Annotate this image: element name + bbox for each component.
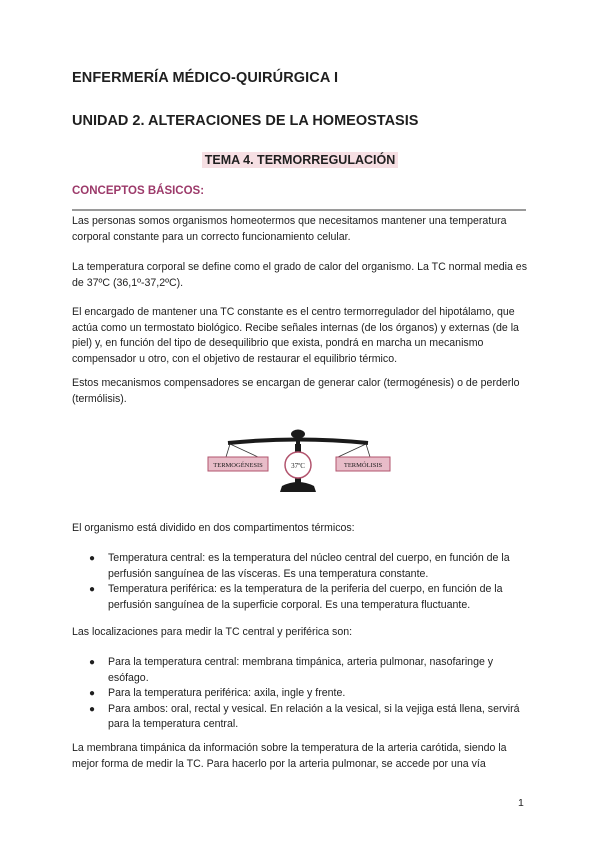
scale-left-label: TERMOGÉNESIS bbox=[213, 462, 263, 469]
paragraph-tympanic: La membrana timpánica da información sobre la temperatura de la arteria carótida, siendo la mejor forma de medir la TC. Para hacerlo por la arteria pulmonar, se accede por una vía bbox=[72, 742, 507, 770]
unit-title: UNIDAD 2. ALTERACIONES DE LA HOMEOSTASIS bbox=[72, 113, 419, 129]
balance-scale-figure bbox=[198, 424, 398, 504]
scale-center-label: 37ºC bbox=[291, 462, 305, 470]
topic-title-wrapper bbox=[0, 151, 600, 169]
locations-list bbox=[72, 655, 532, 733]
list-item: ● Temperatura periférica: es la temperatura de la periferia del cuerpo, en función de la perfusión sanguínea de la superficie corporal. Es una temperatura fluctuante. bbox=[89, 583, 503, 611]
compartments-list bbox=[72, 551, 532, 613]
list-item: ● Para la temperatura central: membrana timpánica, arteria pulmonar, nasofaringe y esófago. bbox=[89, 656, 494, 684]
list-item: ● Temperatura central: es la temperatura del núcleo central del cuerpo, en función de la perfusión sanguínea de las vísceras. Es una temperatura constante. bbox=[89, 552, 510, 580]
paragraph-definition: La temperatura corporal se define como el grado de calor del organismo. La TC normal media es de 37ºC (36,1º-37,2ºC). bbox=[72, 261, 527, 289]
page-number: 1 bbox=[518, 797, 524, 809]
course-title: ENFERMERÍA MÉDICO-QUIRÚRGICA I bbox=[72, 70, 339, 86]
paragraph-locations-intro: Las localizaciones para medir la TC central y periférica son: bbox=[72, 626, 353, 638]
paragraph-compartments-intro: El organismo está dividido en dos compartimentos térmicos: bbox=[72, 522, 355, 534]
scale-right-label: TERMÓLISIS bbox=[343, 462, 383, 469]
list-item: ● Para la temperatura periférica: axila, ingle y frente. bbox=[89, 687, 346, 699]
section-divider bbox=[72, 209, 526, 211]
scale-base bbox=[280, 482, 316, 492]
list-item: ● Para ambos: oral, rectal y vesical. En relación a la vesical, si la vejiga está llena, servirá para la temperatura central. bbox=[89, 702, 520, 730]
scale-left-pan bbox=[208, 457, 268, 471]
paragraph-mechanisms: Estos mecanismos compensadores se encargan de generar calor (termogénesis) o de perderlo (termólisis). bbox=[72, 377, 520, 405]
topic-title: TEMA 4. TERMORREGULACIÓN bbox=[202, 152, 399, 168]
paragraph-homeotherms: Las personas somos organismos homeotermos que necesitamos mantener una temperatura corporal constante para un correcto funcionamiento celular. bbox=[72, 215, 507, 243]
scale-right-pan bbox=[336, 457, 390, 471]
section-heading: CONCEPTOS BÁSICOS: bbox=[72, 185, 205, 197]
paragraph-thermoregulatory-center: El encargado de mantener una TC constante es el centro termorregulador del hipotálamo, que actúa como un termostato biológico. Recibe señales internas (de los órganos) y externas (de la piel) y, en función del tipo de desequilibrio que exista, pondrá en marcha un mecanismo compensador u otro, con el objetivo de restaurar el equilibrio térmico. bbox=[72, 306, 519, 365]
